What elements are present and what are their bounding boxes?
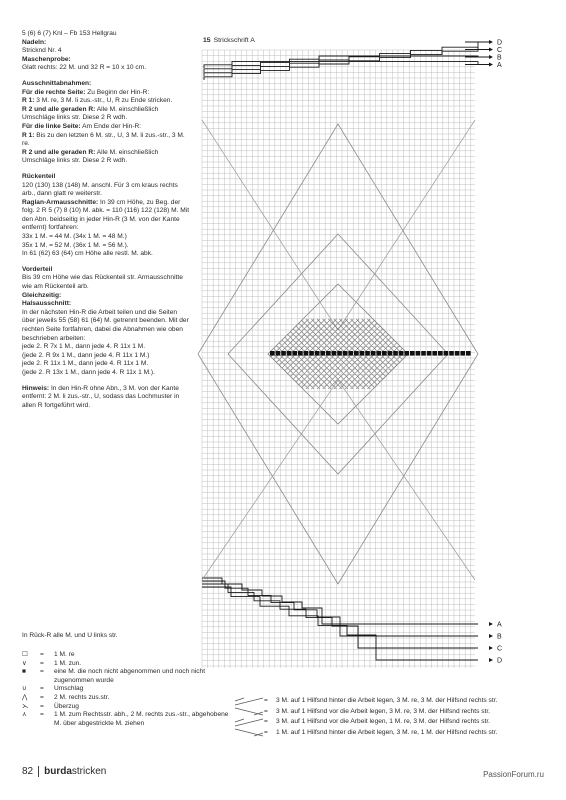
no-stitch-cell: [371, 351, 376, 356]
right-r2: R 2 und alle geraden R: Alle M. einschließlich Umschläge links str. Diese 2 R wdh.: [22, 105, 159, 122]
cable-legend-equals: =: [264, 697, 268, 704]
top-label-d: D: [497, 39, 503, 47]
bottom-stepped-line: [202, 581, 478, 636]
cable-legend-equals: =: [264, 707, 268, 715]
no-stitch-cell: [376, 351, 381, 356]
no-stitch-cell: [365, 351, 370, 356]
arrow-head-icon: [489, 646, 493, 650]
cable-diagonal: [338, 120, 475, 330]
no-stitch-cell: [332, 351, 337, 356]
size-line: 5 (6) 6 (7) Knl – Fb 153 Hellgrau: [22, 30, 117, 37]
neck-line-4: (jede 2. R 13x 1 M., dann jede 4. R 11x 1 M.).: [22, 368, 155, 376]
no-stitch-cell: [393, 351, 398, 356]
back-heading: Rückenteil: [22, 172, 56, 180]
cable-legend-text: 3 M. auf 1 Hilfsnd vor die Arbeit legen, 1 M. re, 3 M. der Hilfsnd rechts str.: [276, 718, 491, 725]
bottom-label-d: D: [497, 657, 503, 665]
front-heading: Vorderteil: [22, 265, 53, 273]
no-stitch-cell: [360, 351, 365, 356]
gauge-heading: Maschenprobe:: [22, 55, 71, 63]
no-stitch-cell: [298, 351, 303, 356]
arrow-head-icon: [489, 634, 493, 638]
arrow-head-icon: [489, 658, 493, 662]
legend-symbol: ⋀: [22, 693, 28, 701]
no-stitch-cell: [270, 351, 275, 356]
legend-text: 2 M. rechts zus.str.: [54, 693, 110, 701]
legend-equals: =: [40, 693, 44, 701]
needles-heading: Nadeln:: [22, 38, 47, 46]
chart-grid: [202, 50, 475, 668]
bottom-label-a: A: [497, 621, 502, 629]
legend-symbol: ∪: [22, 685, 27, 693]
no-stitch-cell: [404, 351, 409, 356]
back-line-3: In 61 (62) 63 (64) cm Höhe alle restl. M. abk.: [22, 250, 153, 258]
arrow-head-icon: [489, 622, 493, 626]
watermark: PassionForum.ru: [483, 770, 544, 779]
neck-heading: Halsausschnitt:: [22, 300, 72, 308]
raglan-paragraph: Raglan-Armausschnitte: In 39 cm Höhe, zu Beg. der folg. 2 R 5 (7) 8 (10) M. abk. = 110 (116) 122 (128) M. Mit den Abn. beidseitig in jeder Hin-R (3 M. von der Kante entfernt) fortfahren:: [22, 198, 190, 232]
no-stitch-cell: [348, 351, 353, 356]
back-line-2: 35x 1 M. = 52 M. (36x 1 M. = 56 M.).: [22, 241, 129, 249]
no-stitch-cell: [388, 351, 393, 356]
page-number: 82: [22, 766, 34, 777]
right-r1: R 1: 3 M. re, 3 M. li zus.-str., U, R zu Ende stricken.: [22, 97, 173, 105]
simultaneously-heading: Gleichzeitig:: [22, 291, 62, 299]
brand-light: stricken: [71, 766, 107, 777]
page-footer: [22, 766, 106, 777]
no-stitch-cell: [449, 351, 454, 356]
no-stitch-cell: [444, 351, 449, 356]
no-stitch-cell: [326, 351, 331, 356]
no-stitch-cell: [427, 351, 432, 356]
no-stitch-cell: [343, 351, 348, 356]
no-stitch-cell: [315, 351, 320, 356]
top-label-a: A: [497, 62, 502, 69]
armhole-heading: Ausschnittabnahmen:: [22, 79, 92, 87]
footer-divider: [38, 766, 39, 777]
no-stitch-cell: [416, 351, 421, 356]
arrow-head-icon: [489, 63, 493, 67]
needles-text: Stricknd Nr. 4: [22, 47, 62, 55]
no-stitch-cell: [304, 351, 309, 356]
no-stitch-cell: [460, 351, 465, 356]
top-label-b: B: [497, 54, 502, 62]
no-stitch-cell: [354, 351, 359, 356]
no-stitch-cell: [432, 351, 437, 356]
legend-equals: =: [40, 668, 44, 676]
left-r2: R 2 und alle geraden R: Alle M. einschließlich Umschläge links str. Diese 2 R wdh.: [22, 148, 159, 165]
legend-equals: =: [40, 659, 44, 667]
legend-equals: =: [40, 711, 44, 719]
legend-symbol: ⋋: [22, 702, 29, 710]
no-stitch-cell: [382, 351, 387, 356]
legend-text: eine M. die noch nicht abgenommen und noch nicht zugenommen wurde: [54, 668, 206, 684]
no-stitch-cell: [421, 351, 426, 356]
legend-symbol: ⋏: [22, 711, 27, 719]
no-stitch-cell: [455, 351, 460, 356]
no-stitch-cell: [276, 351, 281, 356]
arrow-head-icon: [489, 48, 493, 52]
neck-text: In der nächsten Hin-R die Arbeit teilen und die Seiten über jeweils 55 (58) 61 (64) M. getrennt beenden. Mit der rechten Seite fortfahren, dabei die Abnahmen wie oben beschrieben arbeiten:: [22, 308, 189, 342]
legend-equals: =: [40, 702, 44, 710]
legend-text: 1 M. zun.: [54, 659, 82, 667]
top-label-c: C: [497, 47, 503, 54]
neck-line-1: jede 2. R 7x 1 M., dann jede 4. R 11x 1 M.: [22, 343, 146, 351]
top-decrease-line: [204, 62, 478, 68]
no-stitch-cell: [399, 351, 404, 356]
no-stitch-cell: [337, 351, 342, 356]
right-side-heading: Für die rechte Seite: Zu Beginn der Hin-R:: [22, 88, 150, 96]
cable-diagonal: [202, 120, 338, 330]
cable-legend-equals: =: [264, 728, 268, 736]
no-stitch-cell: [287, 351, 292, 356]
no-stitch-cell: [466, 351, 471, 356]
cable-legend-text: 3 M. auf 1 Hilfsnd vor die Arbeit legen, 3 M. re, 3 M. der Hilfsnd rechts str.: [276, 707, 491, 715]
legend-equals: =: [40, 651, 44, 658]
brand-bold: burda: [44, 766, 72, 777]
purl-rows-note: In Rück-R alle M. und U links str.: [22, 632, 118, 639]
back-line-1: 33x 1 M. = 44 M. (34x 1 M. = 48 M.): [22, 233, 127, 241]
legend-text: Überzug: [54, 702, 79, 710]
no-stitch-cell: [309, 351, 314, 356]
legend-text: Umschlag: [54, 685, 84, 693]
chart-name: Strickschrift A: [213, 37, 255, 44]
legend-text: 1 M. re: [54, 651, 75, 658]
bottom-stepped-line: [202, 584, 478, 648]
no-stitch-cell: [410, 351, 415, 356]
left-side-heading: Für die linke Seite: Am Ende der Hin-R:: [22, 122, 142, 130]
cable-legend-text: 3 M. auf 1 Hilfsnd hinter die Arbeit legen, 3 M. re, 3 M. der Hilfsnd rechts str.: [276, 697, 498, 704]
front-text: Bis 39 cm Höhe wie das Rückenteil str. Armausschnitte wie am Rückenteil arb.: [22, 274, 183, 291]
legend-symbol: ∨: [22, 659, 27, 667]
legend-symbol: ☐: [22, 651, 28, 658]
back-text: 120 (130) 138 (148) M. anschl. Für 3 cm kraus rechts arb., dann glatt re weiterstr.: [22, 181, 178, 198]
cable-legend-equals: =: [264, 718, 268, 725]
neck-line-3: jede 2. R 11x 1 M., dann jede 4. R 11x 1 M.: [22, 360, 149, 368]
no-stitch-cell: [281, 351, 286, 356]
legend-text: 1 M. zum Rechtsstr. abh., 2 M. rechts zus.-str., abgehobene M. über abgestrickte M. ziehen: [54, 711, 229, 727]
legend-equals: =: [40, 685, 44, 693]
cable-legend-text: 1 M. auf 1 Hilfsnd hinter die Arbeit legen, 3 M. re, 1 M. der Hilfsnd rechts str.: [276, 728, 498, 736]
chart-number: 15: [203, 37, 211, 44]
left-r1: R 1: Bis zu den letzten 6 M. str., U, 3 M. li zus.-str., 3 M. re.: [22, 131, 185, 148]
gauge-text: Glatt rechts: 22 M. und 32 R = 10 x 10 cm.: [22, 64, 147, 72]
neck-line-2: (jede 2. R 9x 1 M., dann jede 4. R 11x 1 M.): [22, 351, 150, 359]
no-stitch-cell: [320, 351, 325, 356]
legend-symbol: ■: [22, 668, 26, 676]
no-stitch-cell: [292, 351, 297, 356]
hint-paragraph: Hinweis: In den Hin-R ohne Abn., 3 M. von der Kante entfernt: 2 M. li zus.-str., U, sodass das Lochmuster in allen R fortgeführt wird.: [22, 384, 180, 409]
arrow-head-icon: [489, 55, 493, 59]
arrow-head-icon: [489, 40, 493, 44]
no-stitch-cell: [438, 351, 443, 356]
bottom-label-c: C: [497, 645, 503, 653]
bottom-label-b: B: [497, 633, 502, 641]
